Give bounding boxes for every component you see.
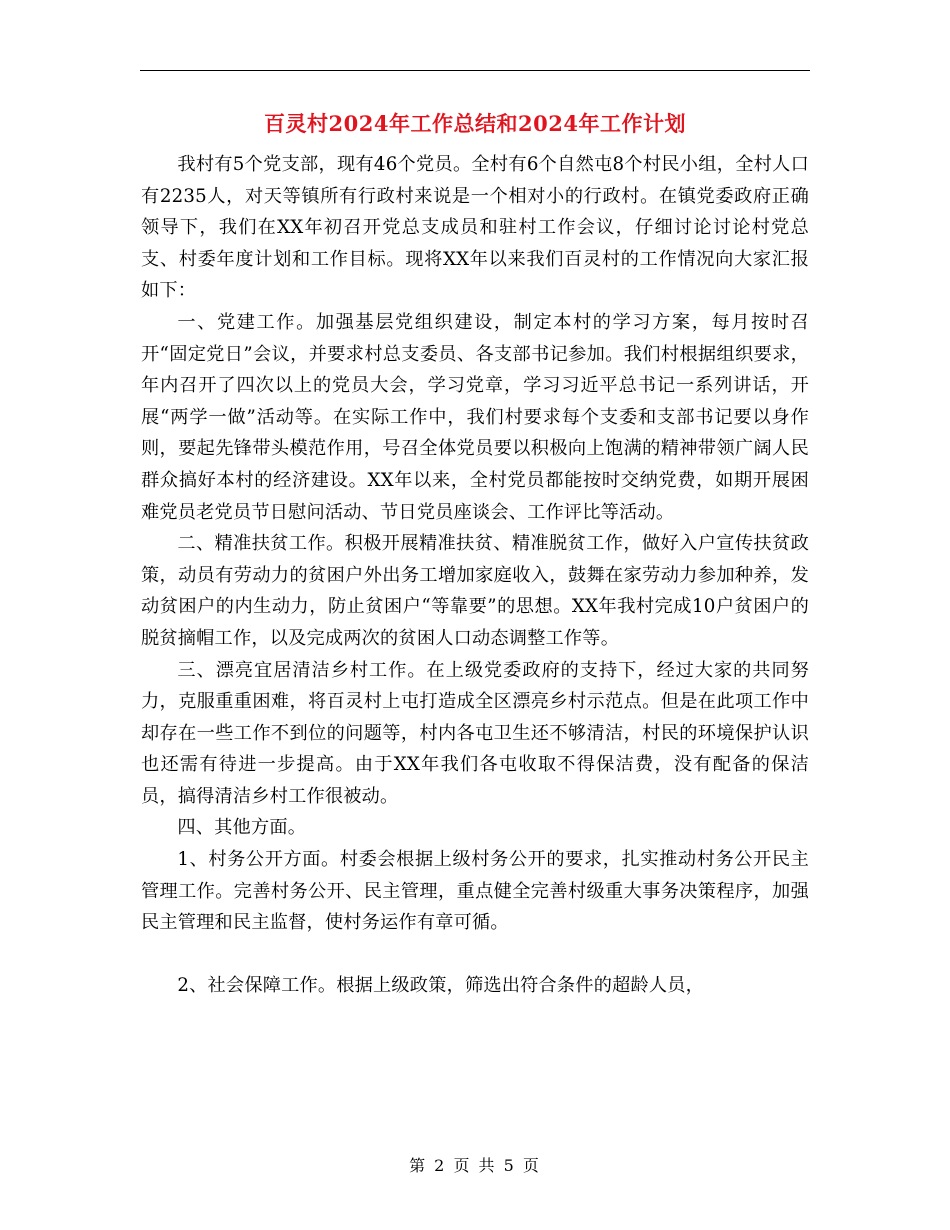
party-building-paragraph: 一、党建工作。加强基层党组织建设，制定本村的学习方案，每月按时召开“固定党日”会议，并要求村总支委员、各支部书记参加。我们村根据组织要求，年内召开了四次以上的党员大会，学习党章，学习习近平总书记一系列讲话，开展“两学一做”活动等。在实际工作中，我们村要求每个支委和支部书记要以身作则，要起先锋带头模范作用，号召全体党员要以积极向上饱满的精神带领广阔人民群众搞好本村的经济建设。XX年以来，全村党员都能按时交纳党费，如期开展困难党员老党员节日慰问活动、节日党员座谈会、工作评比等活动。 [141,311,809,523]
other-aspects-heading: 四、其他方面。 [177,817,307,839]
clean-village-paragraph: 三、漂亮宜居清洁乡村工作。在上级党委政府的支持下，经过大家的共同努力，克服重重困难，将百灵村上屯打造成全区漂亮乡村示范点。但是在此项工作中却存在一些工作不到位的问题等，村内各屯卫生还不够清洁，村民的环境保护认识也还需有待进一步提高。由于XX年我们各屯收取不得保洁费，没有配备的保洁员，搞得清洁乡村工作很被动。 [141,659,809,807]
document-title: 百灵村2024年工作总结和2024年工作计划 [264,111,686,136]
intro-paragraph: 我村有5个党支部，现有46个党员。全村有6个自然屯8个村民小组，全村人口有2235人，对天等镇所有行政村来说是一个相对小的行政村。在镇党委政府正确领导下，我们在XX年初召开党总支成员和驻村工作会议，仔细讨论讨论村党总支、村委年度计划和工作目标。现将XX年以来我们百灵村的工作情况向大家汇报如下： [141,154,809,302]
page-footer: 第 2 页 共 5 页 [409,1156,541,1175]
document-body [141,149,809,1002]
village-affairs-paragraph: 1、村务公开方面。村委会根据上级村务公开的要求，扎实推动村务公开民主管理工作。完善村务公开、民主管理，重点健全完善村级重大事务决策程序，加强民主管理和民主监督，使村务运作有章可循。 [141,849,809,934]
social-security-paragraph: 2、社会保障工作。根据上级政策，筛选出符合条件的超龄人员， [177,975,705,997]
header-rule [140,70,810,71]
poverty-alleviation-paragraph: 二、精准扶贫工作。积极开展精准扶贫、精准脱贫工作，做好入户宣传扶贫政策，动员有劳动力的贫困户外出务工增加家庭收入，鼓舞在家劳动力参加种养，发动贫困户的内生动力，防止贫困户“等靠要”的思想。XX年我村完成10户贫困户的脱贫摘帽工作，以及完成两次的贫困人口动态调整工作等。 [141,533,809,649]
